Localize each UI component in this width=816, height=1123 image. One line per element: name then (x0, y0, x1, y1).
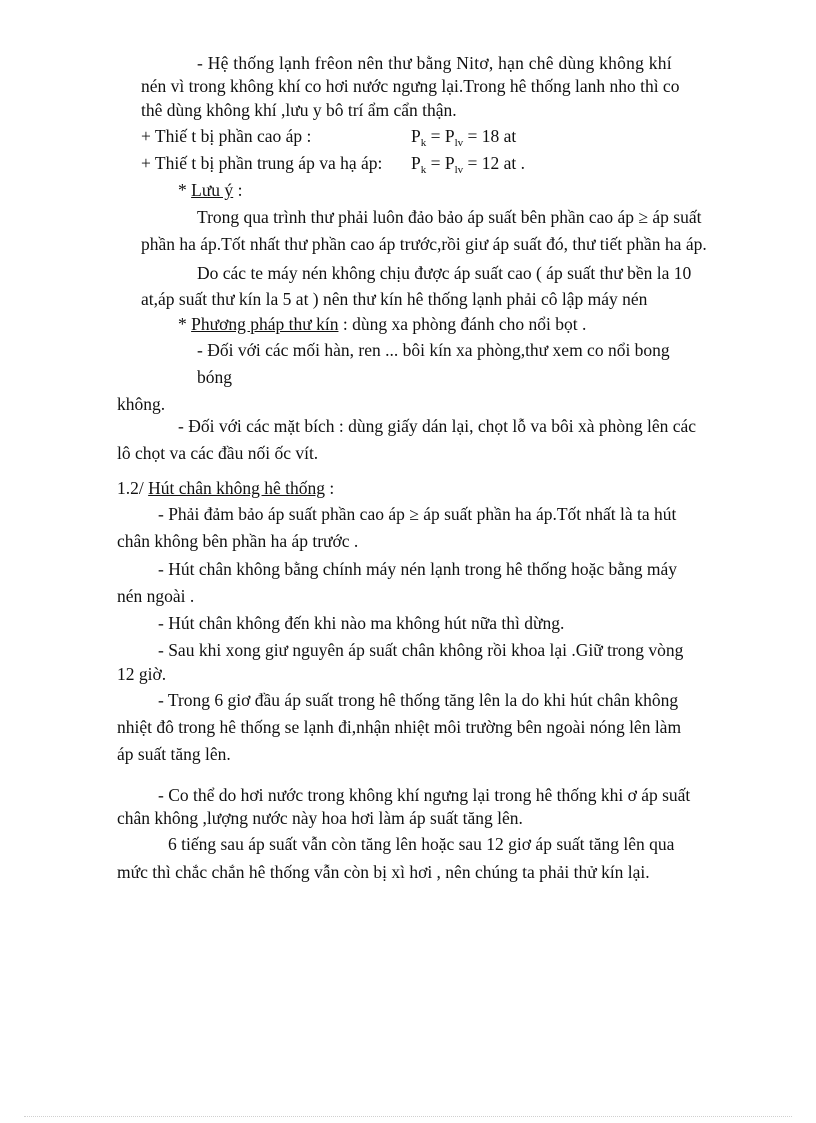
spec-label-high-pressure: + Thiế t bị phần cao áp : (141, 126, 312, 146)
page-bottom-divider (24, 1116, 792, 1117)
paragraph-line: lô chọt va các đầu nối ốc vít. (117, 443, 319, 463)
paragraph-line: nén vì trong không khí co hơi nước ngưng lại.Trong hê thống lanh nho thì co (141, 76, 680, 96)
formula-mid-low-pressure: $P_k = P_{lv} = 12$ at . (411, 153, 526, 176)
paragraph-line: - Đối với các mặt bích : dùng giấy dán lại, chọt lỗ va bôi xà phòng lên các (178, 416, 697, 436)
paragraph-line: - Co thể do hơi nước trong không khí ngưng lại trong hê thống khi ơ áp suất (158, 785, 691, 805)
method-heading: * Phương pháp thư kín : dùng xa phòng đánh cho nổi bọt . (178, 314, 587, 334)
paragraph-line: - Phải đảm bảo áp suất phần cao áp ≥ áp suất phần ha áp.Tốt nhất là ta hút (158, 504, 677, 524)
paragraph-line: phần ha áp.Tốt nhất thư phần cao áp trước,rồi giư áp suất đó, thư tiết phần ha áp. (141, 234, 707, 254)
paragraph-line: 12 giờ. (117, 664, 167, 684)
paragraph-line: - Sau khi xong giư nguyên áp suất chân không rồi khoa lại .Giữ trong vòng (158, 640, 684, 660)
paragraph-line: mức thì chắc chắn hê thống vẫn còn bị xì hơi , nên chúng ta phải thử kín lại. (117, 862, 650, 882)
paragraph-line: không. (117, 394, 166, 414)
section-heading: 1.2/ Hút chân không hê thống : (117, 478, 335, 498)
paragraph-line: chân không bên phần ha áp trước . (117, 531, 359, 551)
paragraph-line: áp suất tăng lên. (117, 744, 231, 764)
paragraph-line: chân không ,lượng nước này hoa hơi làm áp suất tăng lên. (117, 808, 523, 828)
paragraph-line: 6 tiếng sau áp suất vẫn còn tăng lên hoặc sau 12 giơ áp suất tăng lên qua (168, 834, 675, 854)
paragraph-line: thê dùng không khí ,lưu y bô trí ẩm cẩn thận. (141, 100, 457, 120)
paragraph-line: Do các te máy nén không chịu được áp suất cao ( áp suất thư bền la 10 (197, 263, 692, 283)
paragraph-line: bóng (197, 367, 232, 387)
spec-label-mid-low-pressure: + Thiế t bị phần trung áp va hạ áp: (141, 153, 383, 173)
paragraph-line: nén ngoài . (117, 586, 195, 606)
paragraph-line: Trong qua trình thư phải luôn đảo bảo áp suất bên phần cao áp ≥ áp suất (197, 207, 702, 227)
paragraph-line: - Hệ thống lạnh frêon nên thư bằng Nitơ, hạn chê dùng không khí (197, 53, 672, 73)
paragraph-line: nhiệt đô trong hê thống se lạnh đi,nhận nhiệt môi trường bên ngoài nóng lên làm (117, 717, 682, 737)
paragraph-line: - Hút chân không bằng chính máy nén lạnh trong hê thống hoặc bằng máy (158, 559, 678, 579)
note-heading: * Lưu ý : (178, 180, 243, 200)
paragraph-line: - Hút chân không đến khi nào ma không hút nữa thì dừng. (158, 613, 565, 633)
paragraph-line: - Đối với các mối hàn, ren ... bôi kín xa phòng,thư xem co nổi bong (197, 340, 670, 360)
formula-high-pressure: $P_k = P_{lv} = 18$ at (411, 126, 517, 149)
paragraph-line: - Trong 6 giơ đầu áp suất trong hê thống tăng lên la do khi hút chân không (158, 690, 679, 710)
paragraph-line: at,áp suất thư kín la 5 at ) nên thư kín hê thống lạnh phải cô lập máy nén (141, 289, 648, 309)
